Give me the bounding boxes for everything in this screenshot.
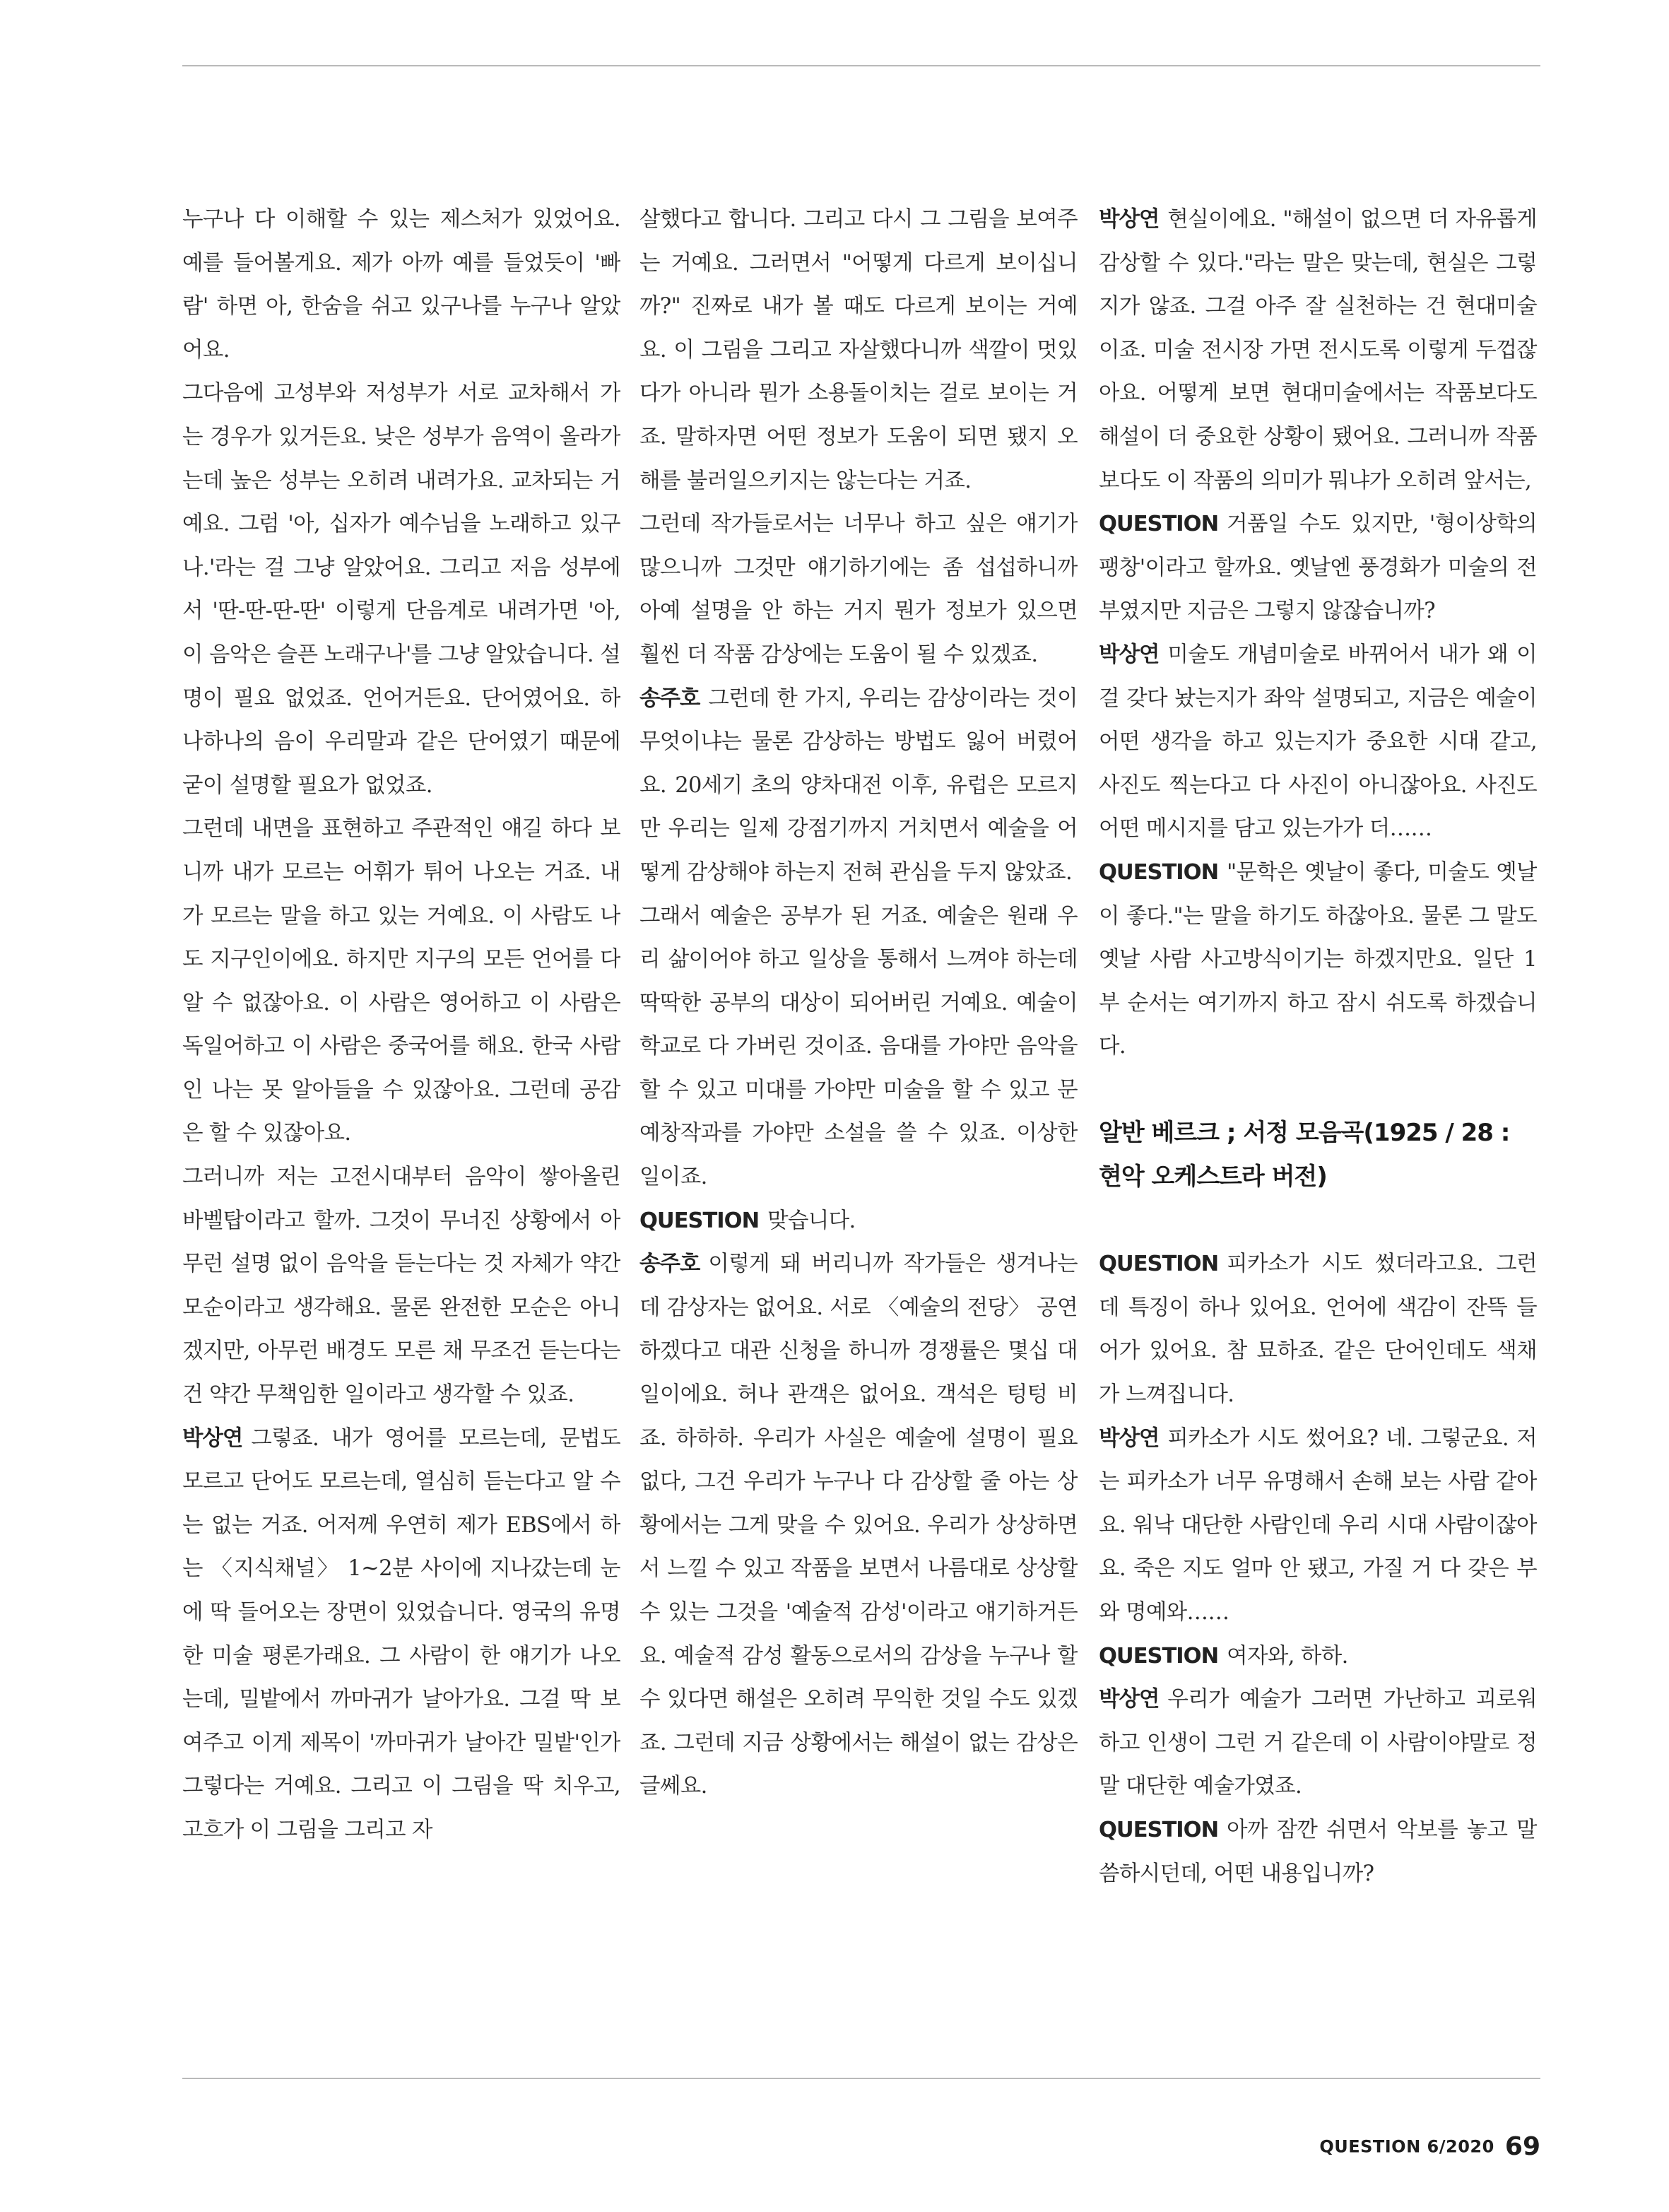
paragraph-text: 거품일 수도 있지만, '형이상학의 팽창'이라고 할까요. 옛날엔 풍경화가 미술의 전부였지만 지금은 그렇지 않잖습니까? <box>1099 512 1537 624</box>
paragraph <box>1099 198 1537 502</box>
paragraph <box>1099 1242 1537 1416</box>
paragraph-text: 그래서 예술은 공부가 된 거죠. 예술은 원래 우리 삶이어야 하고 일상을 통해서 느껴야 하는데 딱딱한 공부의 대상이 되어버린 거예요. 예술이 학교로 다 가버린 것이죠. 음대를 가야만 음악을 할 수 있고 미대를 가야만 미술을 할 수 있고 문예창작과를 가야만 소설을 쓸 수 있죠. 이상한 일이죠. <box>639 903 1078 1190</box>
paragraph-text: 그런데 한 가지, 우리는 감상이라는 것이 무엇이냐는 물론 감상하는 방법도 잃어 버렸어요. 20세기 초의 양차대전 이후, 유럽은 모르지만 우리는 일제 강점기까지 거치면서 예술을 어떻게 감상해야 하는지 전혀 관심을 두지 않았죠. <box>639 686 1078 885</box>
paragraph-text: 살했다고 합니다. 그리고 다시 그 그림을 보여주는 거예요. 그러면서 "어떻게 다르게 보이십니까?" 진짜로 내가 볼 때도 다르게 보이는 거예요. 이 그림을 그리고 자살했다니까 색깔이 멋있다가 아니라 뭔가 소용돌이치는 걸로 보이는 거죠. 말하자면 어떤 정보가 도움이 되면 됐지 오해를 불러일으키지는 않는다는 거죠. <box>639 207 1078 493</box>
paragraph <box>639 198 1078 502</box>
paragraph <box>182 198 620 372</box>
speaker-label: QUESTION <box>639 1208 760 1233</box>
paragraph-text: "문학은 옛날이 좋다, 미술도 옛날이 좋다."는 말을 하기도 하잖아요. 물론 그 말도 옛날 사람 사고방식이기는 하겠지만요. 일단 1부 순서는 여기까지 하고 잠시 쉬도록 하겠습니다. <box>1099 859 1537 1059</box>
speaker-label: QUESTION <box>1099 1643 1219 1669</box>
speaker-label: QUESTION <box>1099 1252 1219 1277</box>
paragraph-text: 피카소가 시도 썼더라고요. 그런데 특징이 하나 있어요. 언어에 색감이 잔뜩 들어가 있어요. 참 묘하죠. 같은 단어인데도 색채가 느껴집니다. <box>1099 1252 1537 1408</box>
paragraph <box>1099 1808 1537 1895</box>
speaker-label: 박상연 <box>1099 1687 1160 1712</box>
paragraph-text: 여자와, 하하. <box>1227 1643 1348 1669</box>
paragraph-text: 이렇게 돼 버리니까 작가들은 생겨나는데 감상자는 없어요. 서로 〈예술의 전당〉 공연하겠다고 대관 신청을 하니까 경쟁률은 몇십 대 일이에요. 허나 관객은 없어요. 객석은 텅텅 비죠. 하하하. 우리가 사실은 예술에 설명이 필요 없다, 그건 우리가 누구나 다 감상할 줄 아는 상황에서는 그게 맞을 수 있어요. 우리가 상상하면서 느낄 수 있고 작품을 보면서 나름대로 상상할 수 있는 그것을 '예술적 감성'이라고 얘기하거든요. 예술적 감성 활동으로서의 감상을 누구나 할 수 있다면 해설은 오히려 무익한 것일 수도 있겠죠. 그런데 지금 상황에서는 해설이 없는 감상은 글쎄요. <box>639 1252 1078 1799</box>
paragraph-text: 그런데 내면을 표현하고 주관적인 얘길 하다 보니까 내가 모르는 어휘가 튀어 나오는 거죠. 내가 모르는 말을 하고 있는 거예요. 이 사람도 나도 지구인이에요. 하지만 지구의 모든 언어를 다 알 수 없잖아요. 이 사람은 영어하고 이 사람은 독일어하고 이 사람은 중국어를 해요. 한국 사람인 나는 못 알아들을 수 있잖아요. 그런데 공감은 할 수 있잖아요. <box>182 816 620 1146</box>
speaker-label: 박상연 <box>182 1425 243 1451</box>
paragraph-text: 맞습니다. <box>767 1208 856 1233</box>
speaker-label: 박상연 <box>1099 1425 1160 1451</box>
paragraph <box>182 1417 620 1852</box>
speaker-label: 송주호 <box>639 686 700 711</box>
paragraph-text: 그러니까 저는 고전시대부터 음악이 쌓아올린 바벨탑이라고 할까. 그것이 무너진 상황에서 아무런 설명 없이 음악을 듣는다는 것 자체가 약간 모순이라고 생각해요. 물론 완전한 모순은 아니겠지만, 아무런 배경도 모른 채 무조건 듣는다는 건 약간 무책임한 일이라고 생각할 수 있죠. <box>182 1165 620 1408</box>
speaker-label: QUESTION <box>1099 1817 1219 1842</box>
paragraph-text: 피카소가 시도 썼어요? 네. 그렇군요. 저는 피카소가 너무 유명해서 손해 보는 사람 같아요. 워낙 대단한 사람인데 우리 시대 사람이잖아요. 죽은 지도 얼마 안 됐고, 가질 거 다 갖은 부와 명예와…… <box>1099 1425 1537 1625</box>
section-heading: 알반 베르크 ; 서정 모음곡(1925 / 28 : 현악 오케스트라 버전) <box>1099 1119 1510 1192</box>
paragraph <box>1099 1417 1537 1635</box>
paragraph <box>639 1242 1078 1808</box>
paragraph-text: 현실이에요. "해설이 없으면 더 자유롭게 감상할 수 있다."라는 말은 맞는데, 현실은 그렇지가 않죠. 그걸 아주 잘 실천하는 건 현대미술이죠. 미술 전시장 가면 전시도록 이렇게 두껍잖아요. 어떻게 보면 현대미술에서는 작품보다도 해설이 더 중요한 상황이 됐어요. 그러니까 작품보다도 이 작품의 의미가 뭐냐가 오히려 앞서는, <box>1099 207 1537 493</box>
paragraph <box>182 807 620 1155</box>
paragraph-text: 그런데 작가들로서는 너무나 하고 싶은 얘기가 많으니까 그것만 얘기하기에는 좀 섭섭하니까 아예 설명을 안 하는 거지 뭔가 정보가 있으면 훨씬 더 작품 감상에는 도움이 될 수 있겠죠. <box>639 512 1078 667</box>
paragraph <box>182 1155 620 1417</box>
paragraph <box>639 895 1078 1199</box>
page-number: 69 <box>1504 2132 1540 2161</box>
text-column-3 <box>1099 198 1537 2064</box>
paragraph <box>1099 633 1537 851</box>
issue-label: QUESTION 6/2020 <box>1319 2136 1494 2157</box>
paragraph <box>182 372 620 807</box>
bottom-divider <box>182 2078 1540 2079</box>
paragraph <box>639 677 1078 895</box>
text-column-1 <box>182 198 620 2064</box>
paragraph <box>639 502 1078 676</box>
paragraph <box>1099 851 1537 1069</box>
paragraph-text: 아까 잠깐 쉬면서 악보를 놓고 말씀하시던데, 어떤 내용입니까? <box>1099 1817 1537 1886</box>
speaker-label: QUESTION <box>1099 512 1219 537</box>
paragraph <box>1099 502 1537 633</box>
paragraph-text: 그렇죠. 내가 영어를 모르는데, 문법도 모르고 단어도 모르는데, 열심히 듣는다고 알 수는 없는 거죠. 어저께 우연히 제가 EBS에서 하는 〈지식채널〉 1~2분 사이에 지나갔는데 눈에 딱 들어오는 장면이 있었습니다. 영국의 유명한 미술 평론가래요. 그 사람이 한 얘기가 나오는데, 밀밭에서 까마귀가 날아가요. 그걸 딱 보여주고 이게 제목이 '까마귀가 날아간 밀밭'인가 그렇다는 거예요. 그리고 이 그림을 딱 치우고, 고흐가 이 그림을 그리고 자 <box>182 1425 620 1842</box>
paragraph-text: 미술도 개념미술로 바뀌어서 내가 왜 이걸 갖다 놨는지가 좌악 설명되고, 지금은 예술이 어떤 생각을 하고 있는지가 중요한 시대 같고, 사진도 찍는다고 다 사진이 아니잖아요. 사진도 어떤 메시지를 담고 있는가가 더…… <box>1099 642 1537 842</box>
paragraph-text: 누구나 다 이해할 수 있는 제스처가 있었어요. 예를 들어볼게요. 제가 아까 예를 들었듯이 '빠람' 하면 아, 한숨을 쉬고 있구나를 누구나 알았어요. <box>182 207 620 363</box>
speaker-label: QUESTION <box>1099 859 1219 885</box>
speaker-label: 박상연 <box>1099 207 1160 232</box>
paragraph-text: 그다음에 고성부와 저성부가 서로 교차해서 가는 경우가 있거든요. 낮은 성부가 음역이 올라가는데 높은 성부는 오히려 내려가요. 교차되는 거예요. 그럼 '아, 십자가 예수님을 노래하고 있구나.'라는 걸 그냥 알았어요. 그리고 저음 성부에서 '딴-딴-딴-딴' 이렇게 단음계로 내려가면 '아, 이 음악은 슬픈 노래구나'를 그냥 알았습니다. 설명이 필요 없었죠. 언어거든요. 단어였어요. 하나하나의 음이 우리말과 같은 단어였기 때문에 굳이 설명할 필요가 없었죠. <box>182 381 620 798</box>
paragraph <box>1099 1635 1537 1678</box>
paragraph-text: 우리가 예술가 그러면 가난하고 괴로워하고 인생이 그런 거 같은데 이 사람이야말로 정말 대단한 예술가였죠. <box>1099 1687 1537 1799</box>
speaker-label: 박상연 <box>1099 642 1160 667</box>
text-column-2 <box>639 198 1078 2064</box>
paragraph <box>639 1199 1078 1243</box>
top-divider <box>182 65 1540 66</box>
paragraph <box>1099 1678 1537 1808</box>
page-footer <box>1319 2132 1540 2161</box>
speaker-label: 송주호 <box>639 1252 700 1277</box>
